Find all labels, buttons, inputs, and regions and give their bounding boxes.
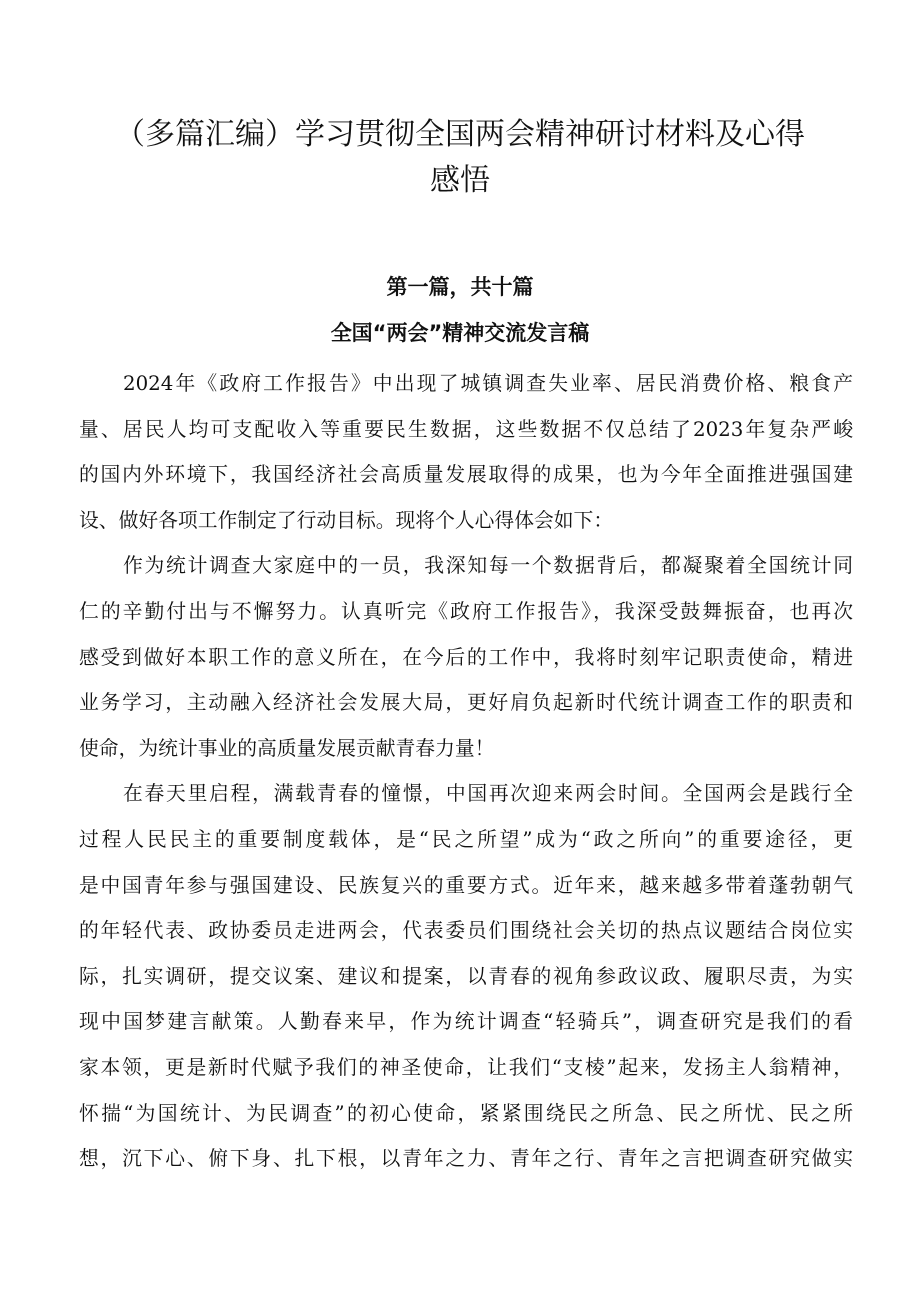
text-line: 仁的辛勤付出与不懈努力。认真听完《政府工作报告》，我深受鼓舞振奋，也再次 [79,599,853,623]
text-line: 家本领，更是新时代赋予我们的神圣使命，让我们“支棱”起来，发扬主人翁精神， [79,1055,853,1079]
text-line: 感受到做好本职工作的意义所在，在今后的工作中，我将时刻牢记职责使命，精进 [79,645,853,669]
paragraph [79,771,853,1181]
text-line: 际，扎实调研，提交议案、建议和提案，以青春的视角参政议政、履职尽责，为实 [79,964,853,988]
text-line: 现中国梦建言献策。人勤春来早，作为统计调查“轻骑兵”，调查研究是我们的看 [79,1010,853,1034]
text-line: 的年轻代表、政协委员走进两会，代表委员们围绕社会关切的热点议题结合岗位实 [79,919,853,943]
text-line: 2024年《政府工作报告》中出现了城镇调查失业率、居民消费价格、粮食产 [123,372,853,395]
section-title: 全国“两会”精神交流发言稿 [330,321,590,345]
text-line: 的国内外环境下，我国经济社会高质量发展取得的成果，也为今年全面推进强国建 [79,463,853,487]
text-line: 使命，为统计事业的高质量发展贡献青春力量！ [79,736,495,760]
document-title-line: 感悟 [430,163,490,198]
paragraph [79,361,853,543]
text-line: 是中国青年参与强国建设、民族复兴的重要方式。近年来，越来越多带着蓬勃朝气 [79,873,853,897]
document-title-line: （多篇汇编）学习贯彻全国两会精神研讨材料及心得 [115,117,805,152]
section-number: 第一篇，共十篇 [386,275,534,299]
document-body [79,361,853,1182]
text-line: 过程人民民主的重要制度载体，是“民之所望”成为“政之所向”的重要途径，更 [79,827,853,851]
text-line: 在春天里启程，满载青春的憧憬，中国再次迎来两会时间。全国两会是践行全 [123,782,853,806]
text-line: 设、做好各项工作制定了行动目标。现将个人心得体会如下： [79,508,614,532]
text-line: 想，沉下心、俯下身、扎下根，以青年之力、青年之行、青年之言把调查研究做实 [79,1147,853,1171]
text-line: 业务学习，主动融入经济社会发展大局，更好肩负起新时代统计调查工作的职责和 [79,691,853,715]
document-title [100,112,820,204]
paragraph [79,543,853,771]
text-line: 量、居民人均可支配收入等重要民生数据，这些数据不仅总结了2023年复杂严峻 [79,417,853,441]
text-line: 怀揣“为国统计、为民调查”的初心使命，紧紧围绕民之所急、民之所忧、民之所 [79,1101,853,1125]
text-line: 作为统计调查大家庭中的一员，我深知每一个数据背后，都凝聚着全国统计同 [123,554,853,578]
